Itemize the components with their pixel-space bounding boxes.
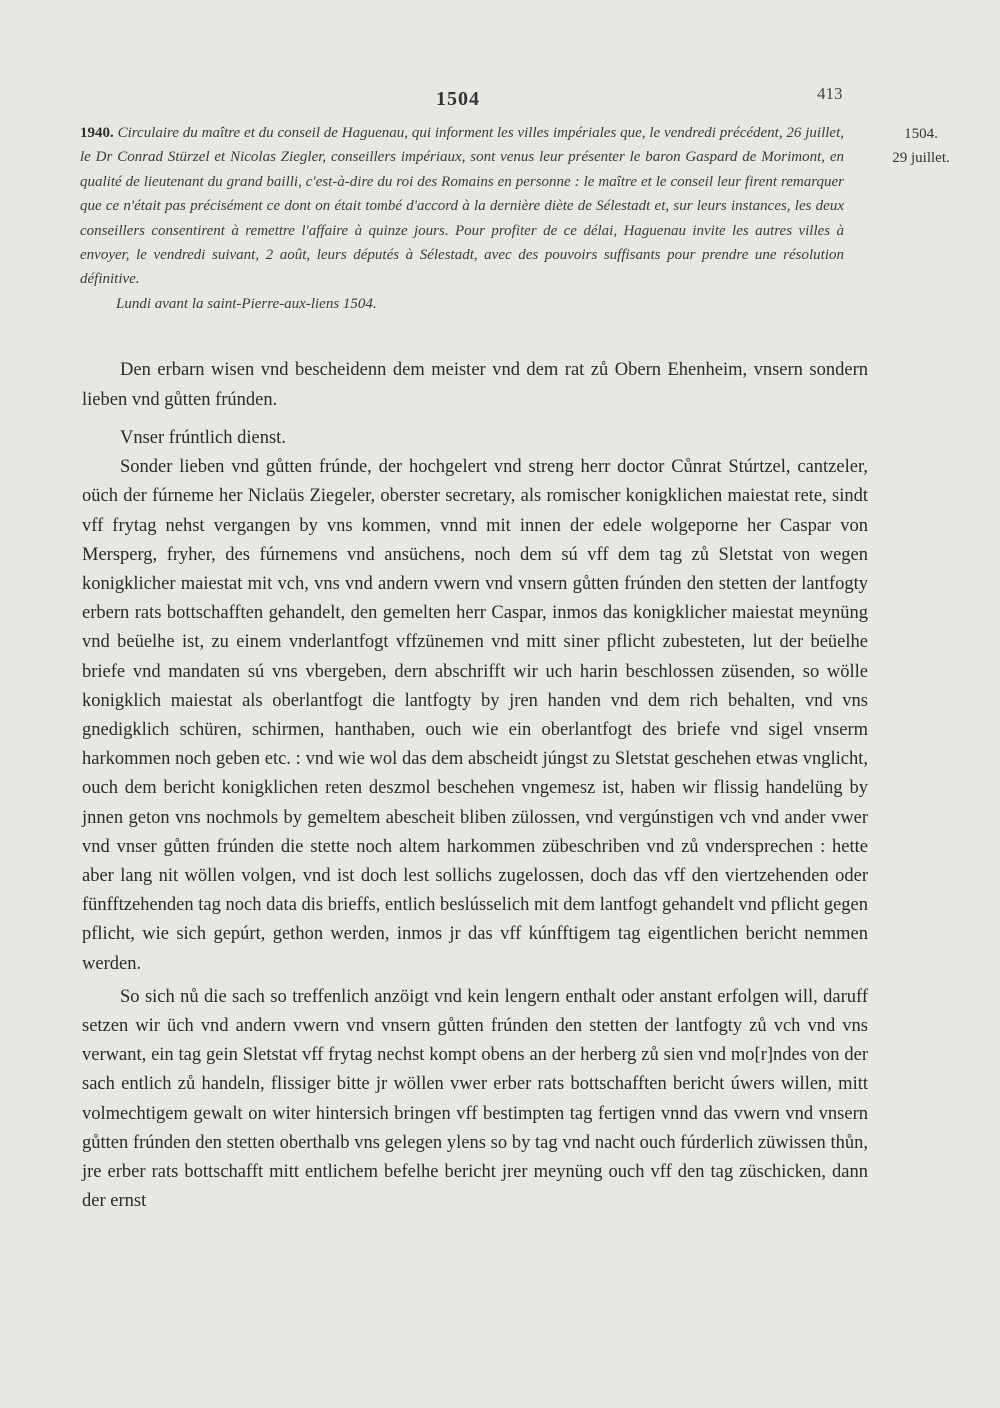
running-head-year: 1504 <box>436 88 480 110</box>
document-date-line: Lundi avant la saint-Pierre-aux-liens 1504. <box>116 295 377 312</box>
letter-body <box>82 424 868 1216</box>
page-number: 413 <box>817 84 843 103</box>
letter-paragraph-1: Sonder lieben vnd gůtten frúnde, der hochgelert vnd streng herr doctor Cůnrat Stúrtzel, cantzeler, oüch der fúrneme her Niclaüs Ziegeler, oberster secretary, als romischer konigklichen maiestat rete, sindt vff frytag nehst vergangen by vns kommen, vnnd mit innen der edele wolgeporne her Caspar von Mersperg, fryher, des fúrnemens vnd ansüchens, noch dem sú vff dem tag zů Sletstat von wegen konigklicher maiestat mit vch, vns vnd andern vwern vnd vnsern gůtten frúnden den stetten der lantfogty erbern rats bottschafften gehandelt, den gemelten herr Caspar, inmos das konigklicher maiestat meynüng vnd beüelhe ist, zu einem vnderlantfogt vffzünemen vnd mitt siner pflicht zubesteten, lut der beüelhe briefe vnd mandaten sú vns vbergeben, dern abschrifft wir uch harin beschlossen züsenden, so wölle konigklich maiestat als oberlantfogt die lantfogty by jren handen vnd dem rich behalten, vnd vns gnedigklich schüren, schirmen, hanthaben, ouch wie ein oberlantfogt des briefe vnd sigel vnserm harkommen noch geben etc. : vnd wie wol das dem abscheidt júngst zu Sletstat geschehen etwas vnglicht, ouch dem bericht konigklichen reten deszmol beschehen vngemesz ist, haben wir flissig handelüng by jnnen geton vns nochmols by gemeltem abescheit bliben zülossen, vnd vergúnstigen vch vnd ander vwer vnd vnser gůtten frúnden die stette noch altem harkommen zübeschriben vnd zů vndersprechen : hette aber lang nit wöllen volgen, vnd ist doch lest sollichs zugelossen, doch das vff den viertzehenden oder fünfftzehenden tag noch data dis brieffs, entlich beslússelich mit dem lantfogt gehandelt vnd pflicht gegen pflicht, wie sich gepúrt, gethon werden, inmos jr das vff kúnfftigem tag eigentlichen bericht nemmen werden. <box>82 457 868 974</box>
letter-address: Den erbarn wisen vnd bescheidenn dem meister vnd dem rat zů Obern Ehenheim, vnsern sondern lieben vnd gůtten frúnden. <box>82 360 868 410</box>
margin-date: 29 juillet. <box>892 150 950 166</box>
document-summary <box>80 121 844 316</box>
margin-note <box>866 122 976 170</box>
summary-text: Circulaire du maître et du conseil de Haguenau, qui informent les villes impériales que, le vendredi précédent, 26 juillet, le Dr Conrad Stürzel et Nicolas Ziegler, conseillers impériaux, sont venus leur présenter le baron Gaspard de Morimont, en qualité de lieutenant du grand bailli, c'est-à-dire du roi des Romains en personne : le maître et le conseil leur firent remarquer que ce n'était pas précisément ce dont on était tombé d'accord à la dernière diète de Sélestadt et, sur leurs instances, les deux conseillers consentirent à remettre l'affaire à quinze jours. Pour profiter de ce délai, Haguenau invite les autres villes à envoyer, le vendredi suivant, 2 août, leurs députés à Sélestadt, avec des pouvoirs suffisants pour prendre une résolution définitive. <box>80 125 844 288</box>
document-number: 1940. <box>80 125 114 141</box>
letter-greeting: Vnser frúntlich dienst. <box>120 428 286 448</box>
letter-paragraph-2: So sich nů die sach so treffenlich anzöigt vnd kein lengern enthalt oder anstant erfolgen will, daruff setzen wir üch vnd andern vwern vnd vnsern gůtten frúnden den stetten der lantfogty zů vch vnd vns verwant, ein tag gein Sletstat vff frytag nechst kompt obens an der herberg zů sien vnd mo[r]ndes von der sach entlich zů handeln, flissiger bitte jr wöllen vwer erber rats bottschafften bericht úwers willen, mitt volmechtigem gewalt on witer hintersich bringen vff bestimpten tag fertigen vnnd das vwern vnd vnsern gůtten frúnden den stetten oberthalb vns gelegen ylens so by tag vnd nacht ouch fúrderlich züwissen thůn, jre erber rats bottschafft mitt entlichem befelhe bericht jrer meynüng ouch vff den tag züschicken, dann der ernst <box>82 986 868 1212</box>
margin-year: 1504. <box>904 126 938 142</box>
